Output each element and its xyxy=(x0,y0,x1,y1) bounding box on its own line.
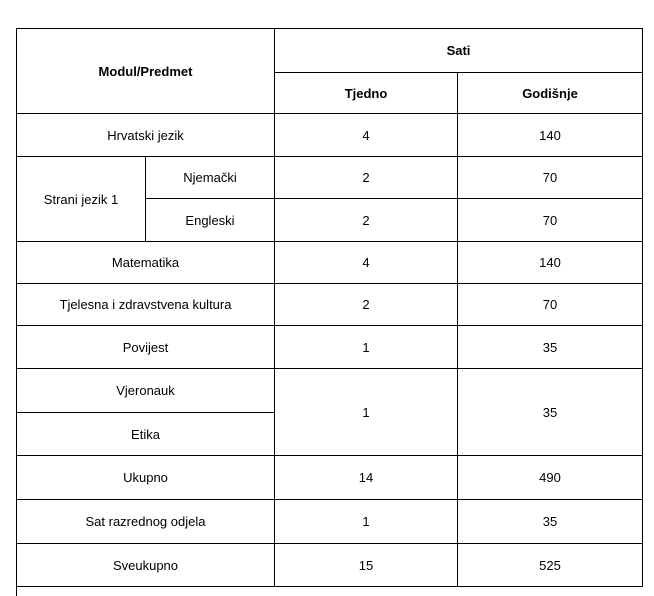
annual-cell: 70 xyxy=(458,157,643,199)
curriculum-hours-table xyxy=(16,28,643,587)
subject-cell: Povijest xyxy=(17,326,275,369)
subject-cell: Tjelesna i zdravstvena kultura xyxy=(17,284,275,326)
subject-cell: Etika xyxy=(17,413,275,456)
subject-group-cell: Strani jezik 1 xyxy=(17,157,146,242)
table-row xyxy=(17,114,643,157)
annual-cell: 140 xyxy=(458,114,643,157)
weekly-cell: 2 xyxy=(275,157,458,199)
table-row xyxy=(17,157,643,199)
weekly-cell: 4 xyxy=(275,114,458,157)
header-weekly: Tjedno xyxy=(275,73,458,114)
subject-cell: Matematika xyxy=(17,242,275,284)
weekly-cell: 1 xyxy=(275,326,458,369)
subject-cell: Vjeronauk xyxy=(17,369,275,413)
annual-cell: 525 xyxy=(458,544,643,587)
subject-cell: Ukupno xyxy=(17,456,275,500)
weekly-cell: 2 xyxy=(275,284,458,326)
weekly-cell: 1 xyxy=(275,369,458,456)
weekly-cell: 2 xyxy=(275,199,458,242)
subject-cell: Sat razrednog odjela xyxy=(17,500,275,544)
subject-cell: Sveukupno xyxy=(17,544,275,587)
annual-cell: 70 xyxy=(458,199,643,242)
subject-cell: Engleski xyxy=(146,199,275,242)
table-row xyxy=(17,326,643,369)
annual-cell: 70 xyxy=(458,284,643,326)
weekly-cell: 15 xyxy=(275,544,458,587)
header-row-1 xyxy=(17,29,643,73)
table-continuation-border xyxy=(16,586,17,596)
table-row xyxy=(17,456,643,500)
subject-cell: Njemački xyxy=(146,157,275,199)
weekly-cell: 1 xyxy=(275,500,458,544)
annual-cell: 140 xyxy=(458,242,643,284)
annual-cell: 35 xyxy=(458,326,643,369)
weekly-cell: 14 xyxy=(275,456,458,500)
header-annual: Godišnje xyxy=(458,73,643,114)
annual-cell: 35 xyxy=(458,369,643,456)
subject-cell: Hrvatski jezik xyxy=(17,114,275,157)
weekly-cell: 4 xyxy=(275,242,458,284)
table-row xyxy=(17,500,643,544)
annual-cell: 490 xyxy=(458,456,643,500)
annual-cell: 35 xyxy=(458,500,643,544)
table-row xyxy=(17,284,643,326)
table-row xyxy=(17,544,643,587)
table-row xyxy=(17,369,643,413)
table-row xyxy=(17,242,643,284)
header-subject: Modul/Predmet xyxy=(17,29,275,114)
header-hours: Sati xyxy=(275,29,643,73)
